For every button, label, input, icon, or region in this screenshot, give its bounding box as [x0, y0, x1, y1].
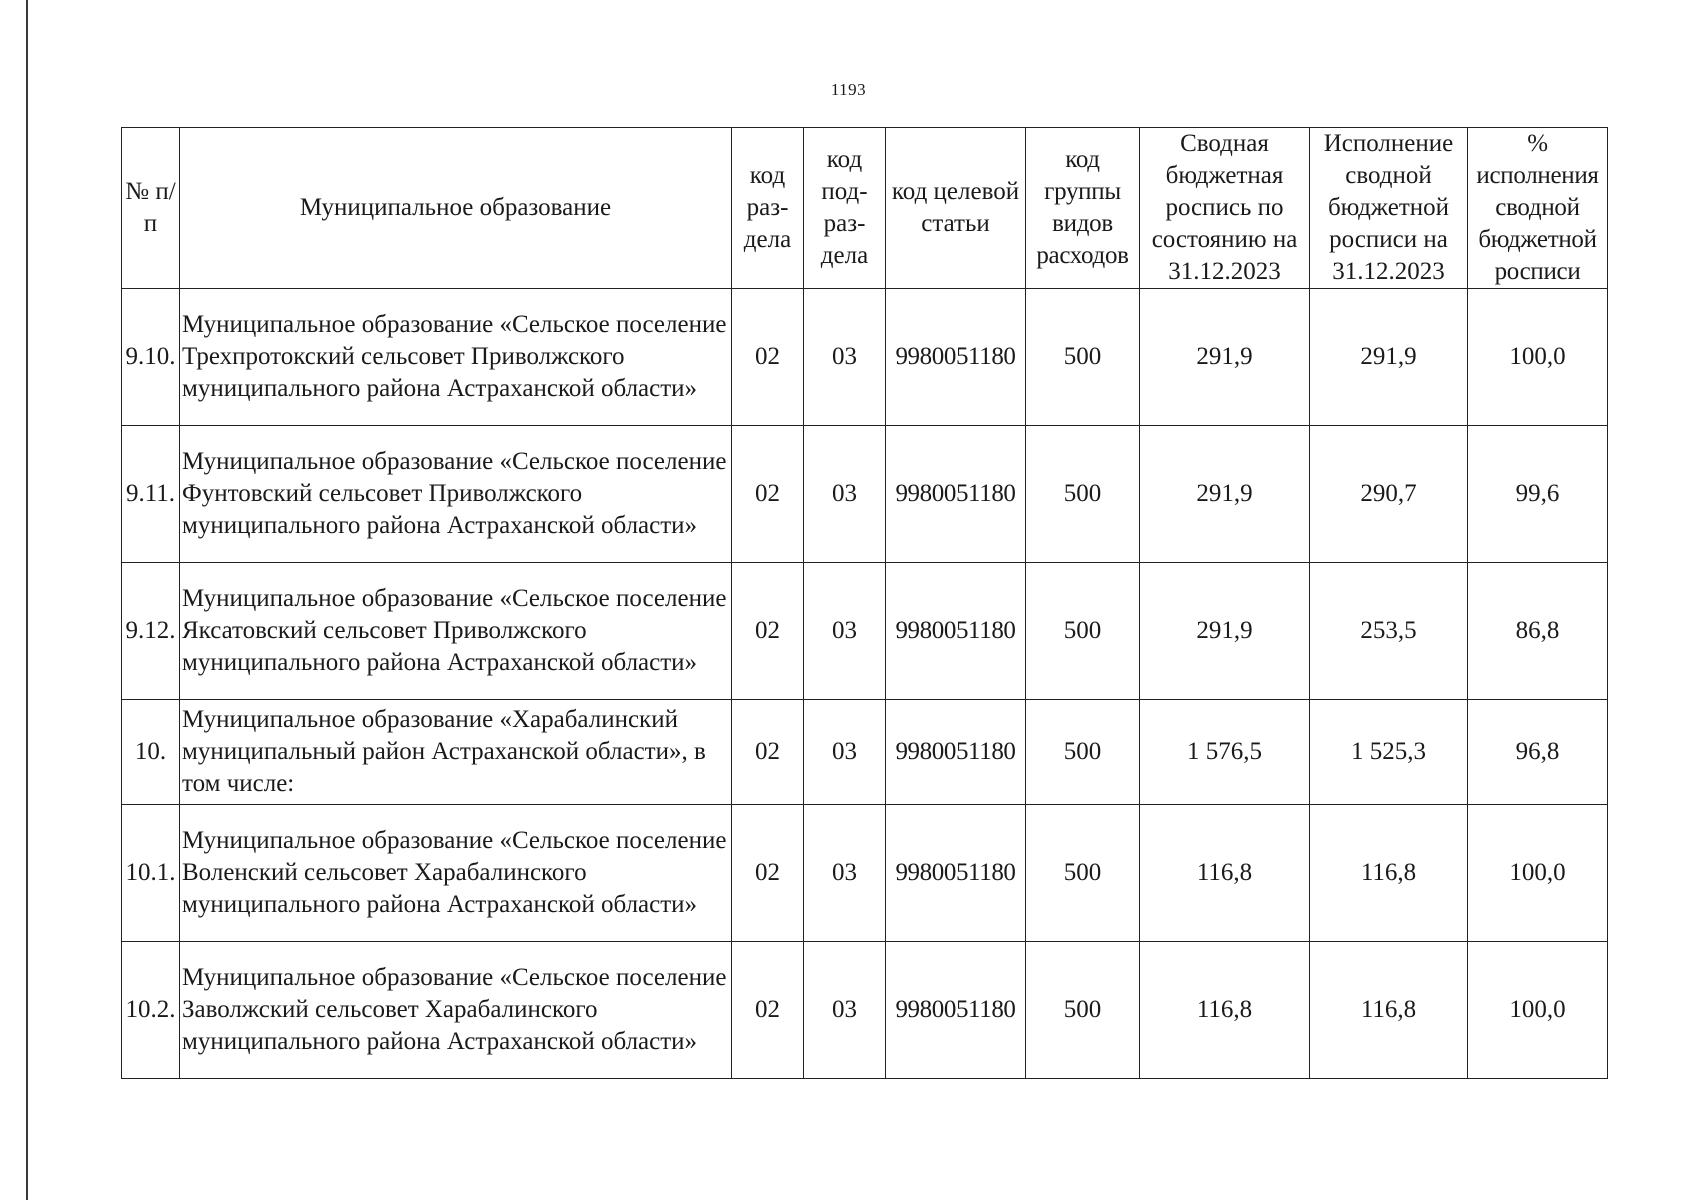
table-row: [122, 805, 1608, 942]
table-row: [122, 289, 1608, 426]
budget-execution-table: [121, 127, 1608, 1079]
row-section-code: 02: [732, 563, 804, 700]
row-target-code: 9980051180: [886, 805, 1026, 942]
row-subsection-code: 03: [804, 805, 886, 942]
header-num: № п/п: [122, 128, 180, 289]
row-num: 9.10.: [122, 289, 180, 426]
row-target-code: 9980051180: [886, 289, 1026, 426]
row-section-code: 02: [732, 426, 804, 563]
row-plan: 291,9: [1140, 563, 1310, 700]
row-percent: 100,0: [1468, 805, 1608, 942]
row-subsection-code: 03: [804, 700, 886, 805]
row-group-code: 500: [1026, 289, 1140, 426]
row-group-code: 500: [1026, 700, 1140, 805]
row-num: 9.12.: [122, 563, 180, 700]
row-plan: 291,9: [1140, 426, 1310, 563]
table-header-row: [122, 128, 1608, 289]
row-group-code: 500: [1026, 942, 1140, 1079]
header-execution: Исполнение сводной бюджетной росписи на 31.12.2023: [1310, 128, 1468, 289]
row-num: 10.2.: [122, 942, 180, 1079]
row-name: Муниципальное образование «Сельское поселение Заволжский сельсовет Харабалинского муниципального района Астраханской области»: [180, 942, 732, 1079]
row-section-code: 02: [732, 805, 804, 942]
row-percent: 99,6: [1468, 426, 1608, 563]
header-group-code: код группы видов расходов: [1026, 128, 1140, 289]
row-execution: 1 525,3: [1310, 700, 1468, 805]
row-target-code: 9980051180: [886, 942, 1026, 1079]
table-row: [122, 700, 1608, 805]
row-num: 10.1.: [122, 805, 180, 942]
row-plan: 1 576,5: [1140, 700, 1310, 805]
row-execution: 290,7: [1310, 426, 1468, 563]
header-section-code: код раз-дела: [732, 128, 804, 289]
row-percent: 100,0: [1468, 942, 1608, 1079]
page-number: 1193: [830, 80, 867, 99]
row-plan: 291,9: [1140, 289, 1310, 426]
header-subsection-code: код под-раз-дела: [804, 128, 886, 289]
row-execution: 253,5: [1310, 563, 1468, 700]
row-execution: 291,9: [1310, 289, 1468, 426]
row-num: 10.: [122, 700, 180, 805]
row-target-code: 9980051180: [886, 426, 1026, 563]
row-execution: 116,8: [1310, 805, 1468, 942]
row-name: Муниципальное образование «Харабалинский муниципальный район Астраханской области», в том числе:: [180, 700, 732, 805]
table-row: [122, 942, 1608, 1079]
row-subsection-code: 03: [804, 289, 886, 426]
row-name: Муниципальное образование «Сельское поселение Трехпротокский сельсовет Приволжского муниципального района Астраханской области»: [180, 289, 732, 426]
table-row: [122, 426, 1608, 563]
row-section-code: 02: [732, 700, 804, 805]
row-target-code: 9980051180: [886, 700, 1026, 805]
row-group-code: 500: [1026, 563, 1140, 700]
row-num: 9.11.: [122, 426, 180, 563]
row-group-code: 500: [1026, 426, 1140, 563]
row-section-code: 02: [732, 942, 804, 1079]
scan-edge-line: [26, 0, 28, 1200]
header-plan: Сводная бюджетная роспись по состоянию на 31.12.2023: [1140, 128, 1310, 289]
row-percent: 86,8: [1468, 563, 1608, 700]
row-name: Муниципальное образование «Сельское поселение Яксатовский сельсовет Приволжского муниципального района Астраханской области»: [180, 563, 732, 700]
header-name: Муниципальное образование: [180, 128, 732, 289]
row-percent: 100,0: [1468, 289, 1608, 426]
header-percent: % исполнения сводной бюджетной росписи: [1468, 128, 1608, 289]
row-percent: 96,8: [1468, 700, 1608, 805]
row-execution: 116,8: [1310, 942, 1468, 1079]
header-target-code: код целевой статьи: [886, 128, 1026, 289]
row-plan: 116,8: [1140, 805, 1310, 942]
row-section-code: 02: [732, 289, 804, 426]
row-subsection-code: 03: [804, 426, 886, 563]
row-group-code: 500: [1026, 805, 1140, 942]
row-name: Муниципальное образование «Сельское поселение Воленский сельсовет Харабалинского муниципального района Астраханской области»: [180, 805, 732, 942]
table-row: [122, 563, 1608, 700]
row-subsection-code: 03: [804, 942, 886, 1079]
row-name: Муниципальное образование «Сельское поселение Фунтовский сельсовет Приволжского муниципального района Астраханской области»: [180, 426, 732, 563]
row-target-code: 9980051180: [886, 563, 1026, 700]
row-plan: 116,8: [1140, 942, 1310, 1079]
row-subsection-code: 03: [804, 563, 886, 700]
